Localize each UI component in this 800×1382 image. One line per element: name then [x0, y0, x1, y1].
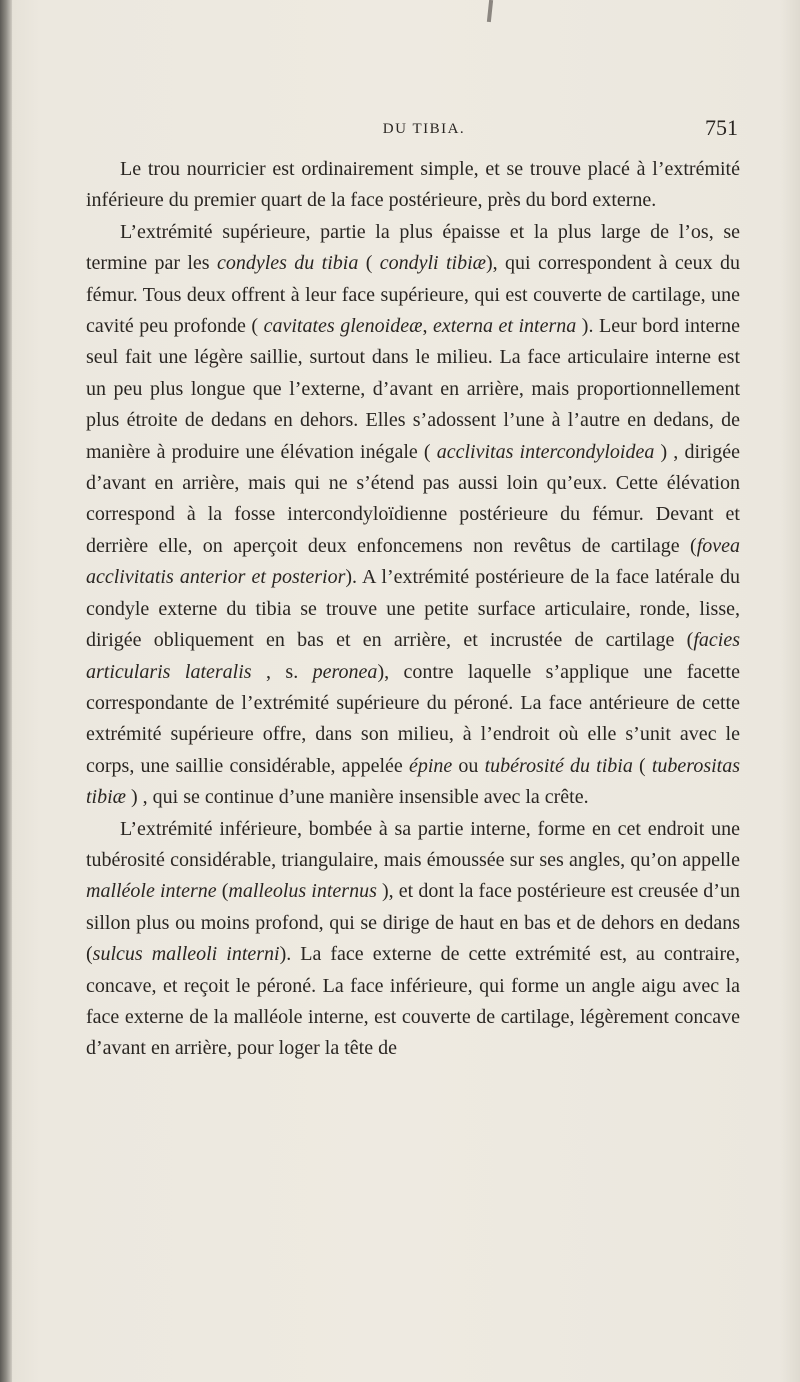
text-segment: ). Leur bord interne seul fait une légère saillie, surtout dans le milieu. La face articulaire interne est un peu plus longue que l’externe, d’avant en arrière, mais proportionnellement plus étroite de dedans en dehors. Elles s’adossent l’une à l’autre en dedans, de manière à produire une élévation inégale ( [86, 315, 740, 463]
paragraph [86, 154, 740, 217]
text-segment: ( [632, 754, 652, 777]
italic-term: cavitates glenoideæ [263, 315, 423, 338]
text-segment: Le trou nourricier est ordinairement simple, et se trouve placé à l’extrémité inférieure du premier quart de la face postérieure, près du bord externe. [86, 158, 740, 212]
ink-mark [487, 0, 493, 22]
italic-term: malléole interne [86, 880, 217, 903]
italic-term: condyles du tibia [216, 252, 359, 275]
italic-term: peronea [312, 660, 378, 683]
italic-term: condyli tibiæ [379, 252, 486, 275]
italic-term: fovea acclivitatis anterior et posterior [86, 534, 740, 589]
italic-term: malleolus internus [228, 880, 377, 903]
text-segment: L’extrémité inférieure, bombée à sa partie interne, forme en cet endroit une tubérosité considérable, triangulaire, mais émoussée sur ses angles, qu’on appelle [86, 817, 740, 871]
text-segment: ). La face externe de cette extrémité est, au contraire, concave, et reçoit le péroné. La face inférieure, qui forme un angle aigu avec la face externe de la malléole interne, est couverte de cartilage, légèrement concave d’avant en arrière, pour loger la tête de [86, 943, 740, 1060]
text-segment: ) , dirigée d’avant en arrière, mais qui ne s’étend pas aussi loin qu’eux. Cette élévation correspond à la fosse intercondyloïdienne postérieure du fémur. Devant et derrière elle, on aperçoit deux enfoncemens non revêtus de cartilage ( [86, 440, 740, 557]
text-segment: L’extrémité supérieure, partie la plus épaisse et la plus large de l’os, se termine par les [86, 220, 740, 275]
text-segment: , s. [251, 660, 313, 683]
italic-term: externa et interna [433, 315, 577, 338]
text-segment: ( [216, 880, 229, 903]
italic-term: épine [408, 754, 453, 777]
text-segment: ou [452, 754, 485, 777]
text-segment: ( [358, 252, 380, 275]
italic-term: facies articularis lateralis [86, 629, 740, 683]
text-segment: ) , qui se continue d’une manière insensible avec la crête. [126, 786, 589, 809]
italic-term: tuberositas tibiæ [86, 754, 741, 809]
text-segment: , [422, 315, 433, 338]
running-title: DU TIBIA. [382, 121, 466, 137]
body-text [86, 154, 740, 1065]
book-spine-shadow [0, 0, 12, 1382]
italic-term: sulcus malleoli interni [92, 943, 280, 966]
text-segment: ), qui correspondent à ceux du fémur. Tous deux offrent à leur face supérieure, qui est couverte de cartilage, une cavité peu profonde ( [86, 252, 740, 338]
italic-term: tubérosité du tibia [484, 754, 633, 777]
paragraph [86, 217, 740, 814]
text-segment: ). A l’extrémité postérieure de la face latérale du condyle externe du tibia se trouve une petite surface articulaire, ronde, lisse, dirigée obliquement en bas et en arrière, et incrustée de cartilage ( [86, 566, 740, 652]
text-segment: ), et dont la face postérieure est creusée d’un sillon plus ou moins profond, qui se dirige de haut en bas et de dehors en dedans ( [86, 880, 740, 966]
page-number: 751 [705, 115, 738, 140]
text-segment: ), contre laquelle s’applique une facette correspondante de l’extrémité supérieure du péroné. La face antérieure de cette extrémité supérieure offre, dans son milieu, à l’endroit où elle s’unit avec le corps, une saillie considérable, appelée [86, 660, 740, 777]
page-header [110, 117, 738, 147]
paragraph [86, 814, 740, 1065]
italic-term: acclivitas intercondyloidea [436, 440, 655, 463]
